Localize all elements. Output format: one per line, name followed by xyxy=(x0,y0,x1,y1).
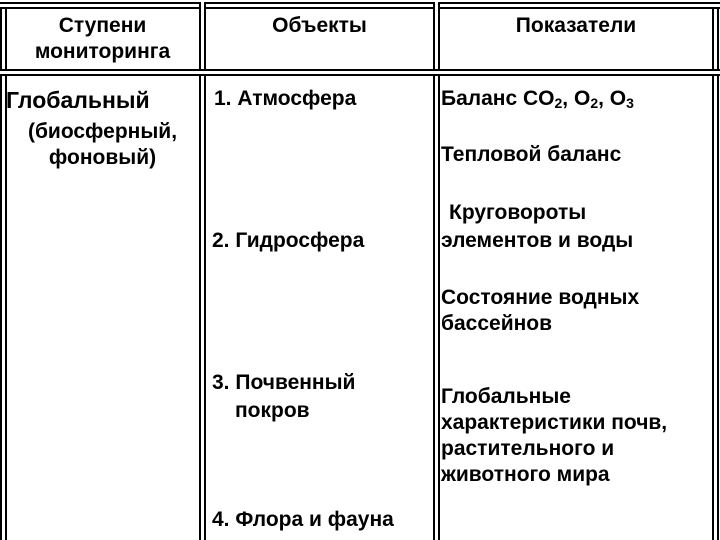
global-char-line-2: характеристики почв, xyxy=(441,411,668,434)
indicator-gas-balance xyxy=(441,86,634,112)
level-name: Глобальный xyxy=(6,87,150,113)
gas-balance-prefix: Баланс CO xyxy=(441,87,555,110)
indicator-heat-balance: Тепловой баланс xyxy=(441,143,622,166)
object-soil-line-1: 3. Почвенный xyxy=(212,371,356,394)
header-levels-line-1: Ступени xyxy=(58,14,147,37)
indicator-cycles-line-2: элементов и воды xyxy=(441,229,634,252)
indicator-cycles-line-1: Круговороты xyxy=(449,201,587,224)
o3-subscript: 3 xyxy=(626,95,634,111)
column-divider-1 xyxy=(199,2,206,540)
table-border-right xyxy=(712,2,719,540)
global-char-line-3: растительного и xyxy=(441,437,615,460)
column-divider-2 xyxy=(433,2,440,540)
table-border-top xyxy=(0,2,720,9)
object-soil-line-2: покров xyxy=(235,399,310,422)
global-char-line-1: Глобальные xyxy=(441,385,571,408)
o2-subscript: 2 xyxy=(590,95,599,111)
co2-subscript: 2 xyxy=(554,95,563,111)
header-levels xyxy=(6,13,199,65)
header-divider xyxy=(0,69,720,76)
level-qualifier xyxy=(6,119,199,171)
gas-balance-suffix: , O xyxy=(598,87,627,110)
indicator-water-basins xyxy=(441,285,639,337)
water-basins-line-2: бассейнов xyxy=(441,312,553,335)
level-qualifier-line-2: фоновый) xyxy=(48,146,157,169)
level-qualifier-line-1: (биосферный, xyxy=(27,120,178,143)
gas-balance-mid: , O xyxy=(562,87,591,110)
header-levels-line-2: мониторинга xyxy=(34,40,171,63)
table-border-left xyxy=(0,2,7,540)
object-hydrosphere: 2. Гидросфера xyxy=(212,229,365,252)
indicator-global-characteristics xyxy=(441,384,667,488)
object-atmosphere: 1. Атмосфера xyxy=(214,87,357,110)
water-basins-line-1: Состояние водных xyxy=(441,286,640,309)
global-char-line-4: животного мира xyxy=(441,463,610,486)
object-flora-fauna: 4. Флора и фауна xyxy=(212,508,394,531)
header-indicators: Показатели xyxy=(515,14,637,37)
header-objects: Объекты xyxy=(272,14,367,37)
